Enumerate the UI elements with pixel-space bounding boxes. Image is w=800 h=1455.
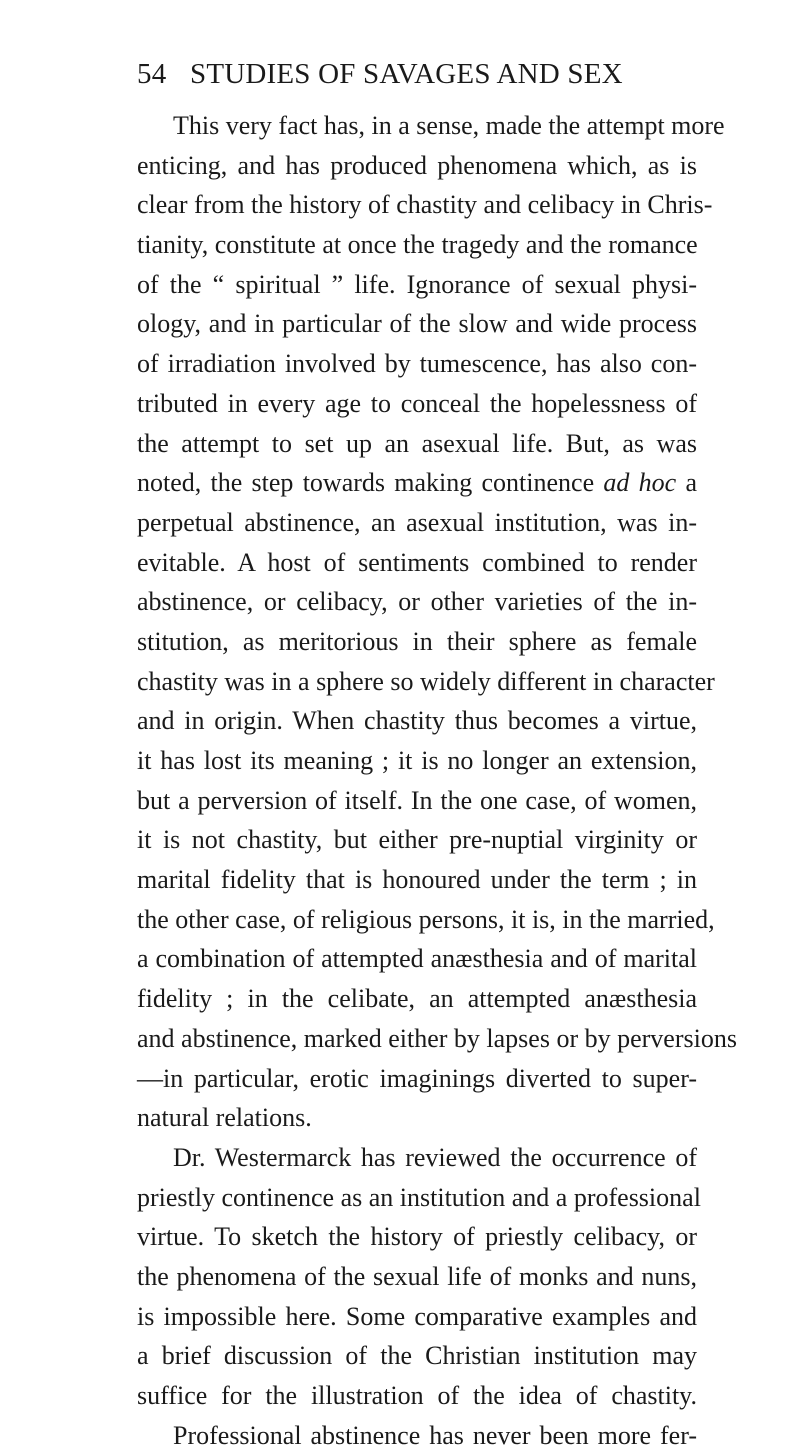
text-line: This very fact has, in a sense, made the attempt more (173, 111, 725, 140)
body-text (137, 106, 737, 1455)
text-line: tributed in every age to conceal the hopelessness of (137, 388, 697, 418)
text-line: fidelity ; in the celibate, an attempted anæsthesia (137, 984, 697, 1014)
page-number: 54 (137, 58, 167, 90)
text-line: the attempt to set up an asexual life. But, as was (137, 428, 697, 458)
italic-line-text: noted, the step towards making continence ad hoc a (137, 468, 698, 498)
text-line: abstinence, or celibacy, or other varieties of the in- (137, 587, 697, 617)
text-line: enticing, and has produced phenomena which, as is (137, 150, 697, 180)
text-line: of the “ spiritual ” life. Ignorance of sexual physi- (137, 269, 697, 299)
text-line: but a perversion of itself. In the one case, of women, (137, 785, 697, 815)
text-line: suffice for the illustration of the idea of chastity. (137, 1381, 697, 1410)
text-line: stitution, as meritorious in their sphere as female (137, 626, 697, 656)
text-line: a brief discussion of the Christian institution may (137, 1341, 697, 1371)
text-line: virtue. To sketch the history of priestly celibacy, or (137, 1222, 697, 1252)
running-title: STUDIES OF SAVAGES AND SEX (190, 58, 623, 90)
text-line: and abstinence, marked either by lapses or by perversions (137, 1023, 737, 1053)
text-line: is impossible here. Some comparative examples and (137, 1301, 697, 1331)
text-line: a combination of attempted anæsthesia and of marital (137, 944, 697, 974)
text-line: and in origin. When chastity thus becomes a virtue, (137, 706, 697, 736)
text-line: perpetual abstinence, an asexual institution, was in- (137, 507, 697, 537)
text-line: priestly continence as an institution and a professional (137, 1182, 701, 1212)
text-line: Dr. Westermarck has reviewed the occurrence of (173, 1142, 697, 1172)
text-line: it is not chastity, but either pre-nuptial virginity or (137, 825, 697, 855)
text-line: natural relations. (137, 1103, 312, 1133)
text-line: ology, and in particular of the slow and wide process (137, 309, 697, 339)
text-line: of irradiation involved by tumescence, has also con- (137, 349, 697, 379)
text-line: clear from the history of chastity and celibacy in Chris- (137, 190, 713, 220)
text-line: Professional abstinence has never been more fer- (173, 1420, 697, 1450)
italic-phrase: ad hoc (603, 468, 677, 498)
text-line: evitable. A host of sentiments combined to render (137, 547, 697, 577)
text-line: the other case, of religious persons, it is, in the married, (137, 904, 715, 934)
text-line: marital fidelity that is honoured under the term ; in (137, 865, 697, 895)
text-line: it has lost its meaning ; it is no longer an extension, (137, 746, 697, 775)
text-line: tianity, constitute at once the tragedy and the romance (137, 230, 698, 260)
running-head (137, 58, 697, 98)
text-line-with-italic (137, 463, 697, 503)
text-line: the phenomena of the sexual life of monks and nuns, (137, 1261, 697, 1291)
text-line: chastity was in a sphere so widely different in character (137, 666, 715, 696)
text-line: —in particular, erotic imaginings diverted to super- (137, 1063, 697, 1093)
